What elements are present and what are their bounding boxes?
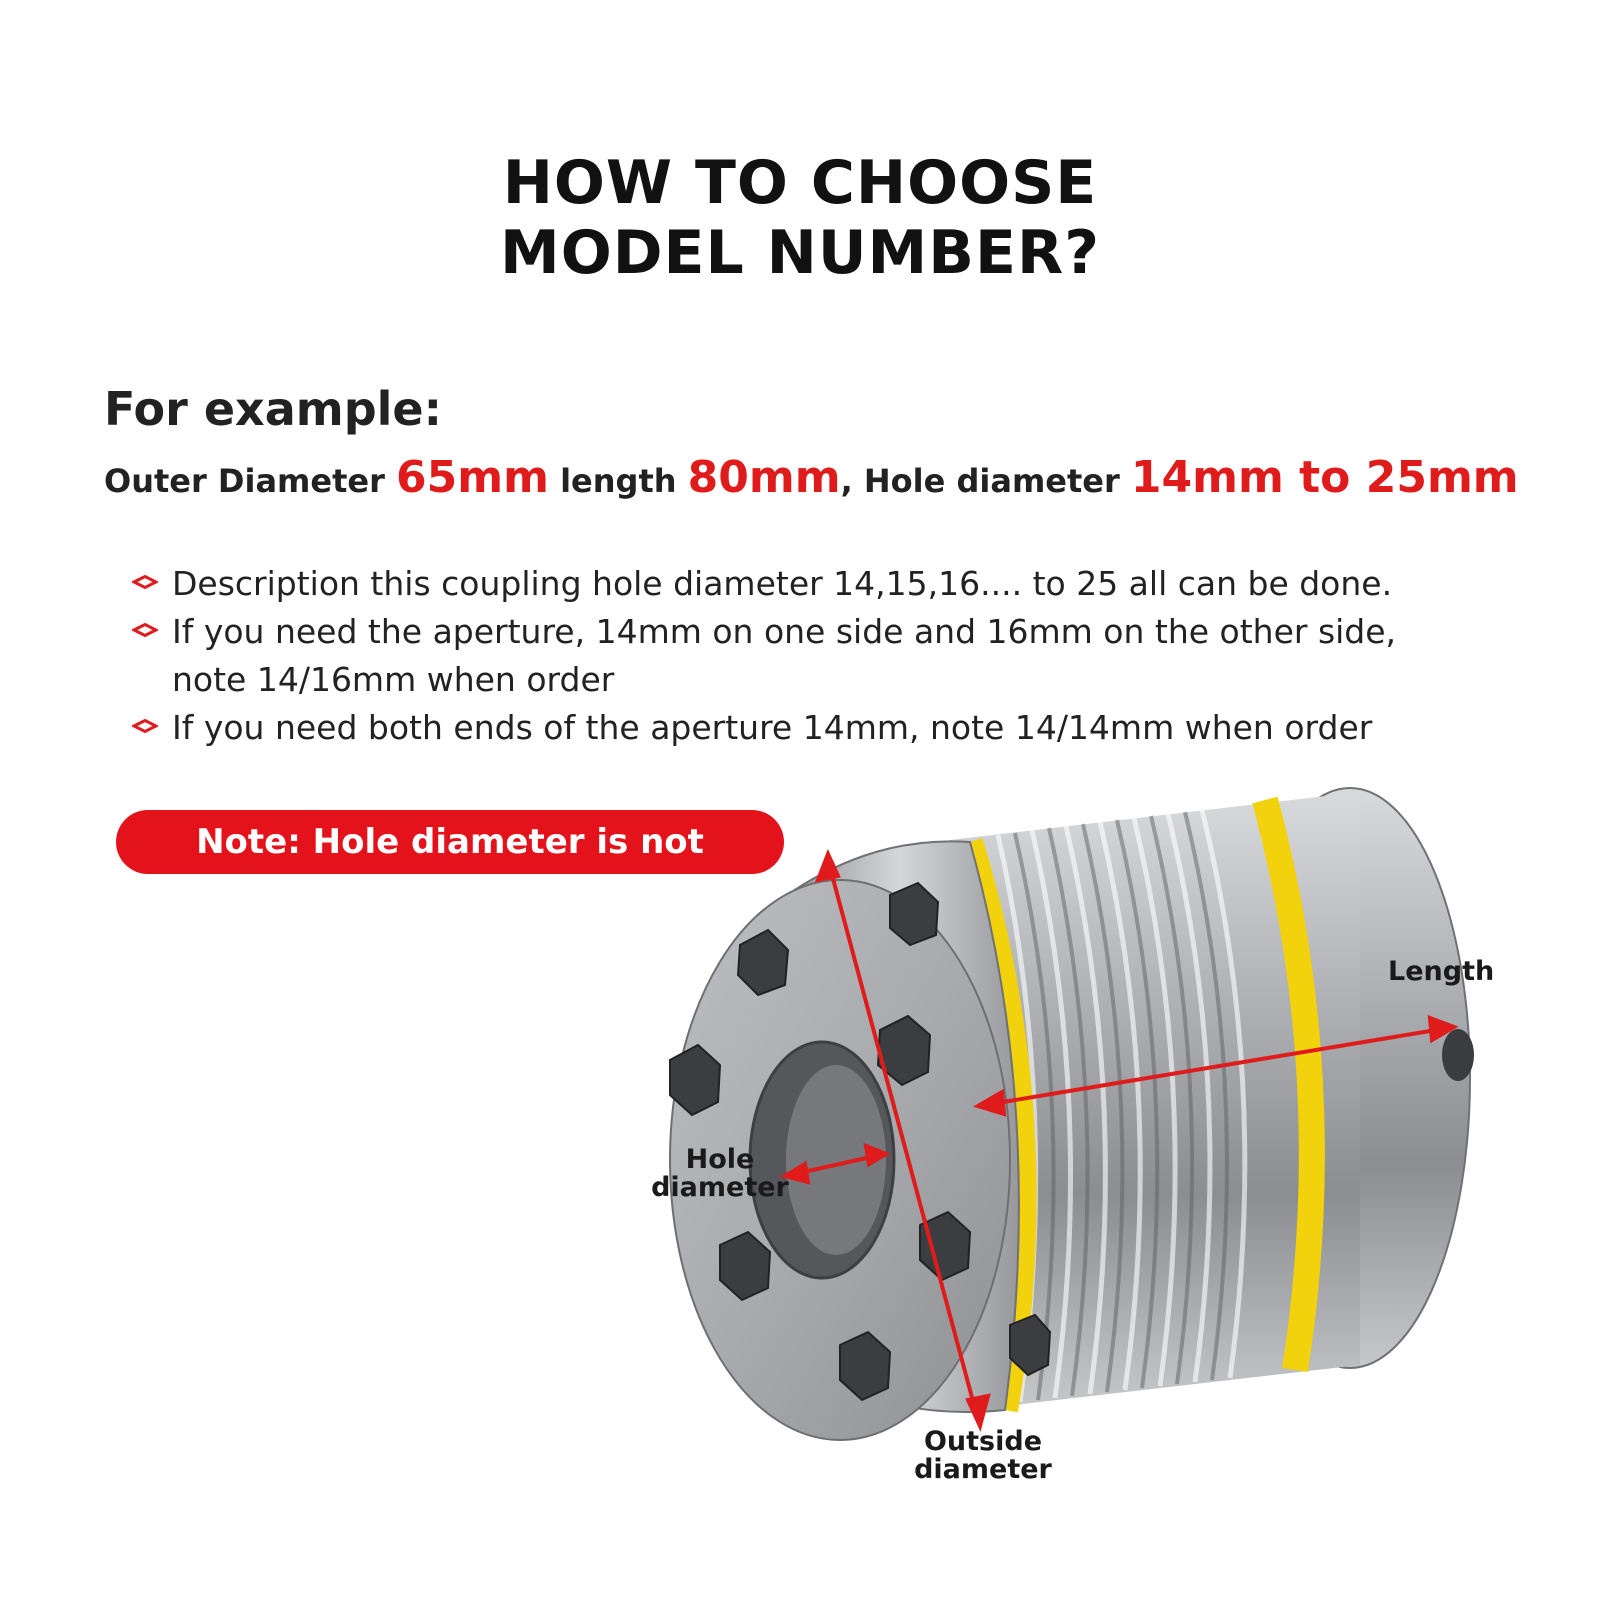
hole-label-line-2: diameter: [651, 1172, 789, 1203]
example-heading: For example:: [104, 382, 442, 436]
bullet-text: If you need the aperture, 14mm on one side and 16mm on the other side, note 14/16mm when order: [172, 612, 1397, 699]
rear-bolt: [1442, 1029, 1474, 1081]
outer-diameter-label: Outer Diameter: [104, 462, 396, 500]
hole-label-line-1: Hole: [685, 1144, 755, 1175]
bullet-item: [130, 608, 1460, 704]
bullet-text: If you need both ends of the aperture 14mm, note 14/14mm when order: [172, 708, 1373, 747]
hole-diameter-value: 14mm to 25mm: [1130, 452, 1519, 503]
outside-diameter-callout: [908, 1428, 1058, 1484]
length-value: 80mm: [687, 452, 841, 503]
spec-line: [104, 452, 1519, 503]
length-label: length: [548, 462, 688, 500]
outer-diameter-value: 65mm: [396, 452, 549, 503]
bullet-item: [130, 704, 1460, 752]
bullet-list: [130, 560, 1460, 752]
bullet-item: [130, 560, 1460, 608]
outside-label-line-2: diameter: [914, 1454, 1052, 1485]
length-callout: Length: [1388, 956, 1495, 987]
hole-diameter-callout: [650, 1146, 790, 1202]
outside-label-line-1: Outside: [923, 1426, 1043, 1457]
title-line-1: HOW TO CHOOSE: [502, 148, 1098, 218]
diamond-bullet-icon: [132, 719, 158, 733]
page-title: [0, 148, 1600, 288]
diamond-bullet-icon: [132, 575, 158, 589]
bullet-text: Description this coupling hole diameter 14,15,16.... to 25 all can be done.: [172, 564, 1393, 603]
diamond-bullet-icon: [132, 623, 158, 637]
title-line-2: MODEL NUMBER?: [500, 218, 1100, 288]
hole-diameter-label: , Hole diameter: [840, 462, 1131, 500]
note-badge: Note: Hole diameter is not adjustable: [116, 810, 784, 874]
